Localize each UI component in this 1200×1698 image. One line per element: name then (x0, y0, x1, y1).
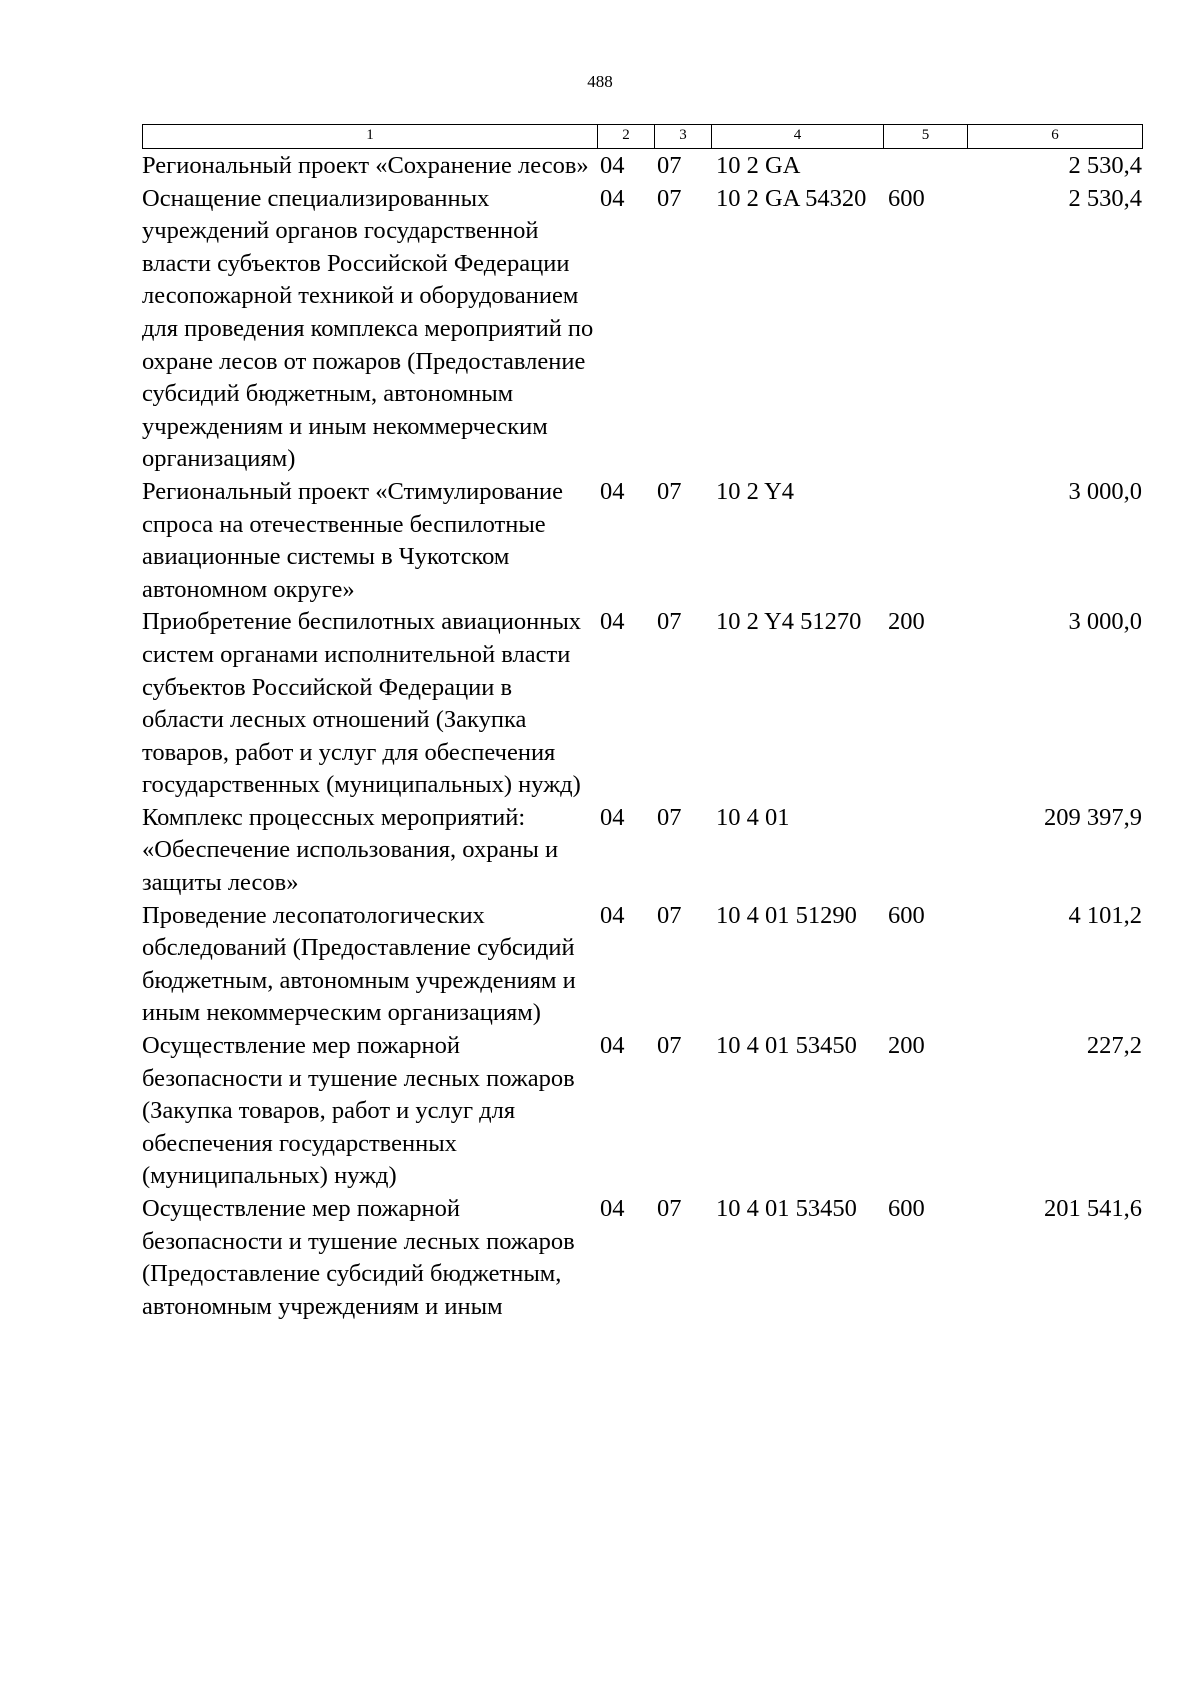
table-row (142, 476, 1142, 606)
row-target-article-code: 10 2 Y4 51270 (716, 608, 862, 636)
row-section-code: 04 (600, 184, 625, 212)
row-target-article-code: 10 2 GA (716, 152, 801, 179)
row-subsection-code: 07 (657, 901, 682, 929)
row-section-code: 04 (600, 901, 625, 929)
table-row (142, 183, 1142, 476)
column-header-4: 4 (712, 125, 884, 149)
table-row (142, 1193, 1142, 1323)
row-subsection-code: 07 (657, 803, 682, 831)
table-row (142, 900, 1142, 1030)
row-name: Региональный проект «Сохранение лесов» (142, 152, 589, 179)
table-row (142, 802, 1142, 900)
row-subsection-code: 07 (657, 152, 682, 179)
row-subsection-code: 07 (657, 184, 682, 212)
row-expense-type-code: 600 (888, 1195, 925, 1222)
row-name: Проведение лесопатологических обследований (Предоставление субсидий бюджетным, автономным учреждениям и иным некоммерческим организациям) (142, 901, 576, 1027)
row-target-article-code: 10 2 GA 54320 (716, 184, 867, 212)
row-sum: 201 541,6 (1044, 1195, 1142, 1222)
table-row (142, 150, 1142, 183)
row-target-article-code: 10 4 01 (716, 803, 790, 831)
row-subsection-code: 07 (657, 1195, 682, 1222)
row-section-code: 04 (600, 803, 625, 831)
row-sum: 3 000,0 (1068, 608, 1142, 636)
row-sum: 209 397,9 (1044, 803, 1142, 831)
row-sum: 3 000,0 (1068, 477, 1142, 505)
table-row (142, 606, 1142, 802)
row-section-code: 04 (600, 1195, 625, 1222)
row-target-article-code: 10 4 01 53450 (716, 1195, 857, 1222)
row-section-code: 04 (600, 152, 625, 179)
page-number: 488 (587, 72, 613, 91)
row-section-code: 04 (600, 1032, 625, 1060)
row-name: Осуществление мер пожарной безопасности и тушение лесных пожаров (Закупка товаров, работ и услуг для обеспечения государственных (муниципальных) нужд) (142, 1032, 575, 1190)
row-expense-type-code: 600 (888, 901, 925, 929)
column-header-1: 1 (143, 125, 598, 149)
row-section-code: 04 (600, 608, 625, 636)
row-expense-type-code: 200 (888, 608, 925, 636)
row-target-article-code: 10 4 01 53450 (716, 1032, 857, 1060)
row-subsection-code: 07 (657, 1032, 682, 1060)
column-header-5: 5 (884, 125, 968, 149)
row-expense-type-code: 600 (888, 184, 925, 212)
column-header-3: 3 (655, 125, 712, 149)
row-subsection-code: 07 (657, 608, 682, 636)
row-subsection-code: 07 (657, 477, 682, 505)
row-target-article-code: 10 2 Y4 (716, 477, 795, 505)
column-header-2: 2 (598, 125, 655, 149)
row-target-article-code: 10 4 01 51290 (716, 901, 857, 929)
row-name: Оснащение специализированных учреждений органов государственной власти субъектов Российской Федерации лесопожарной техникой и оборудованием для проведения комплекса мероприятий по охране лесов от пожаров (Предоставление субсидий бюджетным, автономным учреждениям и иным некоммерческим организациям) (142, 184, 594, 473)
row-sum: 2 530,4 (1068, 184, 1142, 212)
budget-table-body (142, 150, 1142, 1323)
column-header-6: 6 (968, 125, 1143, 149)
row-section-code: 04 (600, 477, 625, 505)
row-sum: 4 101,2 (1068, 901, 1142, 929)
row-name: Региональный проект «Стимулирование спроса на отечественные беспилотные авиационные системы в Чукотском автономном округе» (142, 477, 564, 603)
column-header-row (143, 125, 1143, 149)
row-name: Комплекс процессных мероприятий: «Обеспечение использования, охраны и защиты лесов» (142, 803, 559, 897)
column-header-table (142, 124, 1143, 149)
row-name: Приобретение беспилотных авиационных систем органами исполнительной власти субъектов Российской Федерации в области лесных отношений (Закупка товаров, работ и услуг для обеспечения государственных (муниципальных) нужд) (142, 608, 582, 799)
row-sum: 227,2 (1086, 1032, 1142, 1060)
row-expense-type-code: 200 (888, 1032, 925, 1060)
row-name: Осуществление мер пожарной безопасности и тушение лесных пожаров (Предоставление субсидий бюджетным, автономным учреждениям и иным (142, 1195, 575, 1320)
table-row (142, 1030, 1142, 1193)
row-sum: 2 530,4 (1068, 152, 1142, 179)
